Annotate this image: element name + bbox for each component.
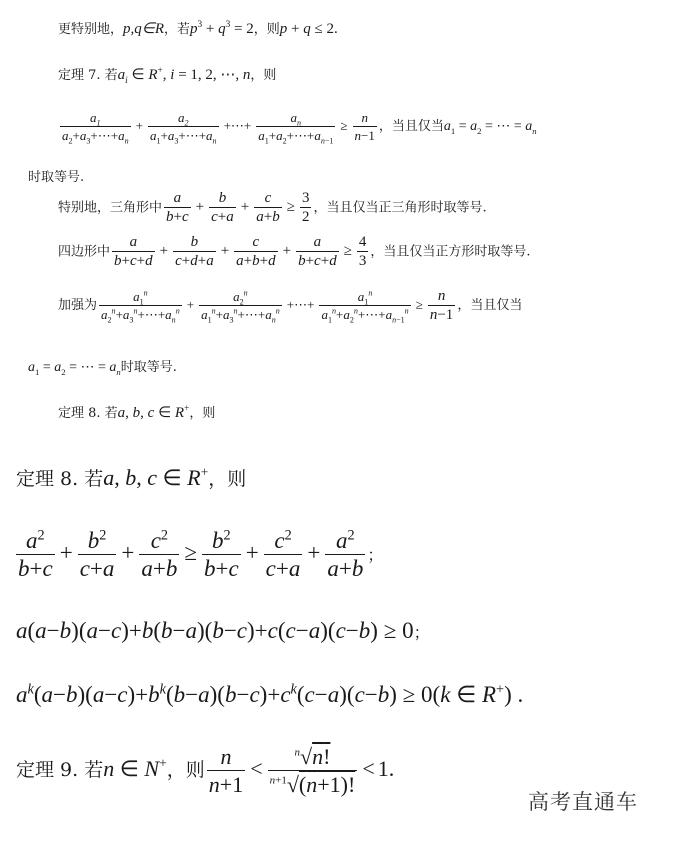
theorem-8-small-heading: 定理 8. 若a, b, c ∈ R+，则 (58, 404, 216, 421)
text-fragment: 定理 9. 若 (16, 759, 104, 782)
watermark-text: 高考直通车 (528, 790, 638, 814)
text-fragment: 特别地，三角形中 (58, 200, 163, 216)
theorem-8-inequality-2: a(a−b)(a−c)+b(b−a)(b−c)+c(c−a)(c−b) ≥ 0； (16, 618, 430, 643)
math-expression: p,q∈R (123, 21, 164, 37)
theorem-8-heading: 定理 8. 若a, b, c ∈ R+，则 (16, 464, 247, 490)
theorem-9: 定理 9. 若n ∈ N+，则 $\frac{n}{n+1}$ < $\frac{^n√n!}{^{n+1}√(n+1)!}$ < 1. (16, 744, 395, 797)
math-expression: p + q ≤ 2. (279, 21, 338, 37)
text-fragment: ，则 (250, 68, 277, 83)
theorem-8-inequality-3: $a^k(a-b)(a-c)+b^k(b-a)(b-c)+c^k(c-a)(c-b) \ge 0(k$ ∈ R+) . (16, 681, 524, 707)
theorem-7-inequality: $\frac{a_1}{a_2+a_3+\cdots+a_n}$ + $\frac{a_2}{a_1+a_3+\cdots+a_n}$ +⋯+ $\frac{a_n}{a_1+a_2+\cdots+a_{n-1}}$ ≥ $\frac{n}{n-1}$ ，当且仅当$a_1 = a_2$ = ⋯ = $a_n$ (62, 110, 537, 146)
text-fragment: 时取等号. (28, 170, 85, 185)
text-fragment: 四边形中 (58, 244, 111, 260)
text-fragment: 定理 7. 若 (58, 68, 118, 83)
math-expression: $a_i$ ∈ R+, i = 1, 2, ⋯, n (117, 66, 251, 86)
text-line-1 (58, 18, 338, 38)
text-fragment: ，当且仅当正方形时取等号. (370, 244, 531, 260)
theorem-8-inequality-1: $\frac{a^2}{b+c}$ + $\frac{b^2}{c+a}$ + $\frac{c^2}{a+b}$ ≥ $\frac{b^2}{b+c}$ + $\frac{c^2}{c+a}$ + $\frac{a^2}{a+b}$ ； (18, 527, 384, 581)
text-fragment: ，则 (253, 22, 280, 37)
text-fragment: ，当且仅当 (457, 297, 523, 313)
text-fragment: 定理 8. 若 (58, 406, 118, 421)
equality-condition: $a_1 = a_2$ = ⋯ = $a_n$时取等号. (28, 360, 177, 377)
text-fragment: ，则 (189, 406, 216, 421)
text-fragment: ，若 (164, 22, 191, 37)
triangle-inequality: 特别地，三角形中 $\frac{a}{b+c}$ + $\frac{b}{c+a}$ + $\frac{c}{a+b}$ ≥ $\frac{3}{2}$ ，当且仅当正三角形时取等号. (58, 190, 487, 225)
math-expression: $p^3 + q^3 = 2$ (190, 20, 254, 37)
strengthened-inequality: 加强为 $a_1^n$ $a_2^n+a_3^n+\cdots+a_n^n$ + $a_2^n$ $a_1^n+a_3^n+\cdots+a_n^n$ +⋯+ $\frac{a_1^n}{a_1^n+a_2^n+\cdots+a_{n-1}^n}$ ≥ $\frac{n}{n-1}$ ，当且仅当 (58, 288, 523, 325)
quadrilateral-inequality: 四边形中 $\frac{a}{b+c+d}$ + $\frac{b}{c+d+a}$ + $\frac{c}{a+b+d}$ + $\frac{a}{b+c+d}$ ≥ $\frac{4}{3}$ ，当且仅当正方形时取等号. (58, 234, 531, 269)
text-fragment: ，则 (166, 759, 205, 782)
text-fragment: 更特别地， (58, 22, 124, 37)
text-fragment: 定理 8. 若 (16, 468, 104, 490)
text-fragment: ，当且仅当正三角形时取等号. (313, 200, 487, 216)
text-fragment: 时取等号. (120, 360, 177, 375)
text-fragment: 加强为 (58, 297, 98, 313)
text-fragment: ，则 (208, 468, 247, 490)
theorem-7-heading (58, 64, 276, 84)
text-fragment: ，当且仅当 (378, 118, 444, 134)
